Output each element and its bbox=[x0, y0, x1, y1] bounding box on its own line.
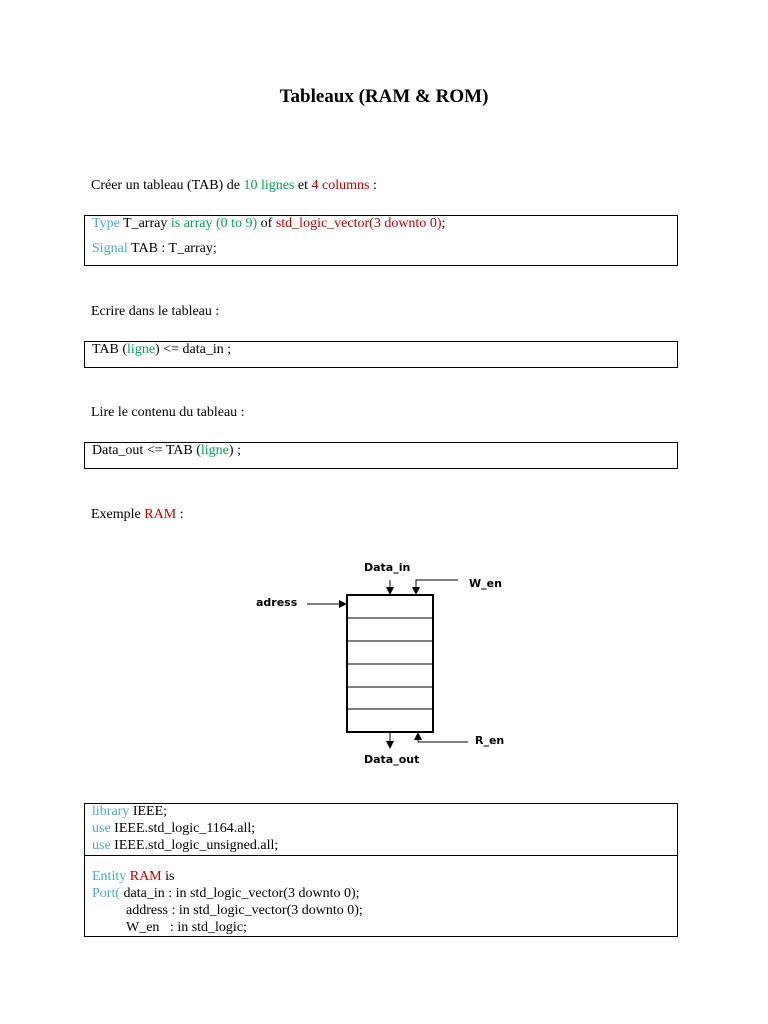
type-name: T_array bbox=[119, 216, 171, 231]
code-box-read bbox=[84, 442, 678, 469]
port-data-in: data_in : in std_logic_vector(3 downto 0); bbox=[120, 886, 360, 901]
code-line-entity bbox=[92, 869, 174, 885]
example-label bbox=[91, 507, 184, 523]
code-line-use2 bbox=[92, 838, 278, 854]
write-b: ) <= data_in ; bbox=[155, 342, 232, 357]
intro-paragraph bbox=[91, 178, 377, 194]
kw-signal: Signal bbox=[92, 241, 128, 256]
code-line-address: address : in std_logic_vector(3 downto 0); bbox=[126, 903, 363, 918]
semicolon: ; bbox=[441, 216, 446, 231]
read-a: Data_out <= TAB ( bbox=[92, 443, 201, 458]
kw-is-array: is array bbox=[170, 216, 213, 231]
code-line-port bbox=[92, 886, 360, 902]
kw-port: Port( bbox=[92, 886, 120, 901]
use2-rest: IEEE.std_logic_unsigned.all; bbox=[110, 838, 279, 853]
page-title: Tableaux (RAM & ROM) bbox=[279, 86, 489, 107]
signal-decl: TAB : T_array; bbox=[127, 241, 217, 256]
kw-use: use bbox=[92, 838, 111, 853]
use1-rest: IEEE.std_logic_1164.all; bbox=[110, 821, 256, 836]
code-line-write bbox=[92, 342, 231, 358]
code-box-write bbox=[84, 341, 678, 368]
code-line-use1 bbox=[92, 821, 255, 837]
code-line-w-en: W_en : in std_logic; bbox=[126, 920, 247, 935]
w-en-arrow bbox=[416, 580, 458, 594]
read-ligne: ligne bbox=[200, 443, 229, 458]
read-label: Lire le contenu du tableau : bbox=[91, 405, 245, 420]
code-box-type-declaration bbox=[84, 215, 678, 266]
kw-of: of bbox=[257, 216, 276, 231]
label-r-en: R_en bbox=[475, 734, 505, 747]
intro-end: : bbox=[369, 178, 377, 193]
array-range: (0 to 9) bbox=[212, 216, 258, 231]
intro-lignes: 10 lignes bbox=[243, 178, 295, 193]
memory-block bbox=[347, 595, 433, 732]
vector-type: std_logic_vector(3 downto 0) bbox=[275, 216, 442, 231]
intro-et: et bbox=[294, 178, 312, 193]
intro-columns: 4 columns bbox=[311, 178, 370, 193]
code-divider bbox=[85, 855, 677, 856]
label-data-in: Data_in bbox=[364, 561, 411, 574]
intro-text: Créer un tableau (TAB) de bbox=[91, 178, 244, 193]
example-prefix: Exemple bbox=[91, 507, 145, 522]
kw-type: Type bbox=[92, 216, 120, 231]
r-en-arrow bbox=[418, 733, 468, 742]
kw-use: use bbox=[92, 821, 111, 836]
example-suffix: : bbox=[176, 507, 184, 522]
library-rest: IEEE; bbox=[129, 804, 168, 819]
code-line-library bbox=[92, 804, 167, 820]
code-box-entity bbox=[84, 803, 678, 937]
kw-entity: Entity bbox=[92, 869, 127, 884]
kw-library: library bbox=[92, 804, 130, 819]
code-line-signal bbox=[92, 241, 217, 257]
code-line-read bbox=[92, 443, 241, 459]
example-ram: RAM bbox=[144, 507, 177, 522]
write-a: TAB ( bbox=[92, 342, 128, 357]
read-b: ) ; bbox=[228, 443, 241, 458]
write-ligne: ligne bbox=[127, 342, 156, 357]
write-label: Ecrire dans le tableau : bbox=[91, 304, 220, 319]
kw-is: is bbox=[161, 869, 175, 884]
code-line-type bbox=[92, 216, 445, 232]
label-w-en: W_en bbox=[469, 577, 502, 590]
label-data-out: Data_out bbox=[364, 753, 420, 766]
label-adress: adress bbox=[256, 596, 298, 609]
entity-name: RAM bbox=[126, 869, 162, 884]
